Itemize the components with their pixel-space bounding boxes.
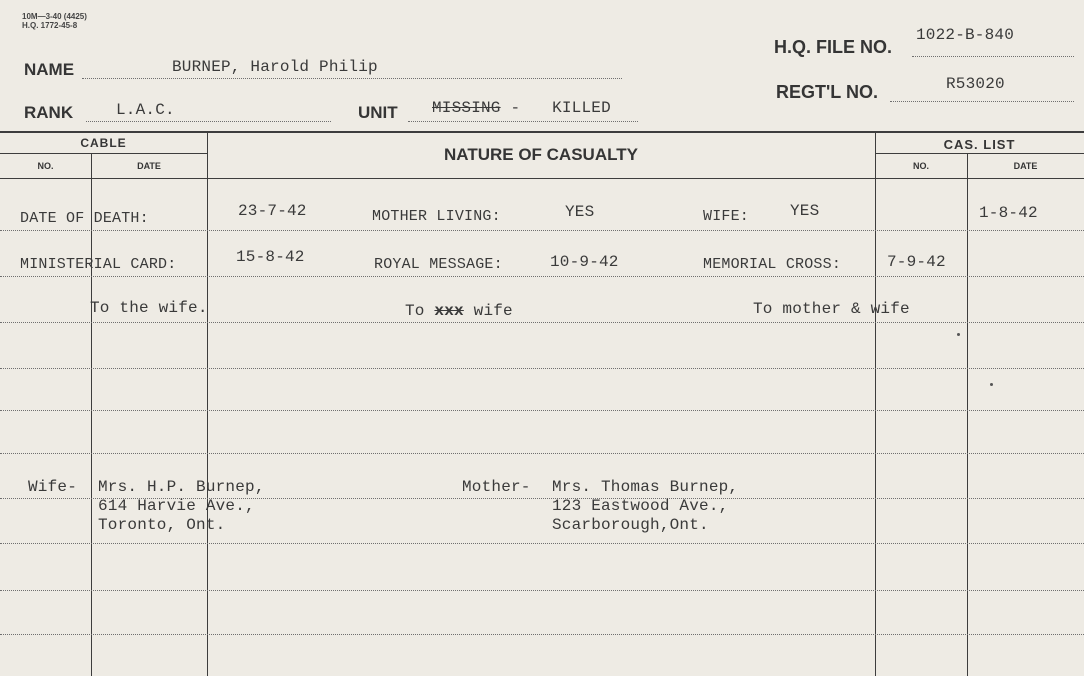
ministerial-card-value: 15-8-42 <box>236 248 305 266</box>
caslist-no-divider <box>967 153 968 676</box>
wife-address-line1: Mrs. H.P. Burnep, <box>98 478 265 496</box>
cable-header: CABLE <box>80 136 127 150</box>
rank-label: RANK <box>24 103 74 122</box>
unit-dotted-line <box>408 121 638 122</box>
mother-address-line3: Scarborough,Ont. <box>552 516 709 534</box>
row-line-4 <box>0 368 1084 369</box>
cas-no-header: NO. <box>912 161 929 171</box>
royal-message-label: ROYAL MESSAGE: <box>374 256 503 273</box>
wife-address <box>98 478 265 535</box>
cas-list-header: CAS. LIST <box>943 137 1016 152</box>
row-line-6 <box>0 453 1084 454</box>
caslist-left-divider <box>875 131 876 676</box>
regtl-dotted-line <box>890 101 1074 102</box>
mother-address-line1: Mrs. Thomas Burnep, <box>552 478 739 496</box>
ink-speck <box>957 333 960 336</box>
cas-list-date-value: 1-8-42 <box>979 204 1038 222</box>
unit-struck-text: MISSING <box>432 99 501 117</box>
cable-subheader-rule <box>0 153 207 154</box>
date-of-death-value: 23-7-42 <box>238 202 307 220</box>
cable-date-header: DATE <box>137 161 161 171</box>
row-line-1 <box>0 230 1084 231</box>
cas-date-header: DATE <box>1013 161 1038 171</box>
unit-label: UNIT <box>358 103 398 122</box>
royal-message-value: 10-9-42 <box>550 253 619 271</box>
royal-recipient <box>405 302 513 320</box>
table-top-rule <box>0 131 1084 133</box>
wife-address-label: Wife- <box>28 478 78 496</box>
row-line-2 <box>0 276 1084 277</box>
unit-value-group <box>432 99 611 117</box>
ministerial-recipient: To the wife. <box>90 299 208 317</box>
wife-value: YES <box>790 202 820 220</box>
date-of-death-label: DATE OF DEATH: <box>20 210 149 227</box>
header-bottom-rule <box>0 178 1084 179</box>
ink-speck <box>990 383 993 386</box>
wife-address-line2: 614 Harvie Ave., <box>98 497 255 515</box>
mother-living-value: YES <box>565 203 595 221</box>
mother-living-label: MOTHER LIVING: <box>372 208 501 225</box>
cable-right-divider <box>207 131 208 676</box>
name-label: NAME <box>24 60 75 79</box>
rank-value: L.A.C. <box>116 101 175 119</box>
memorial-recipient: To mother & wife <box>753 300 910 318</box>
row-line-8 <box>0 543 1084 544</box>
royal-recipient-prefix: To <box>405 302 425 320</box>
name-value: BURNEP, Harold Philip <box>172 58 378 76</box>
wife-label: WIFE: <box>703 208 750 225</box>
unit-dash: - <box>510 99 521 117</box>
regtl-label: REGT'L NO. <box>776 82 878 102</box>
royal-recipient-suffix: wife <box>473 302 513 320</box>
form-code-line1: 10M—3-40 (4425) <box>22 12 87 21</box>
cable-no-header: NO. <box>37 161 54 171</box>
regtl-value: R53020 <box>946 75 1005 93</box>
hq-file-value: 1022-B-840 <box>916 26 1015 44</box>
memorial-cross-label: MEMORIAL CROSS: <box>703 256 842 273</box>
row-line-3 <box>0 322 1084 323</box>
row-line-5 <box>0 410 1084 411</box>
hq-file-dotted-line <box>912 56 1074 57</box>
nature-of-casualty-header: NATURE OF CASUALTY <box>444 145 638 164</box>
rank-dotted-line <box>86 121 331 122</box>
caslist-subheader-rule <box>875 153 1084 154</box>
hq-file-label: H.Q. FILE NO. <box>774 37 893 57</box>
memorial-cross-value: 7-9-42 <box>887 253 946 271</box>
mother-address-label: Mother- <box>462 478 531 496</box>
wife-address-line3: Toronto, Ont. <box>98 516 226 534</box>
form-code <box>22 12 87 30</box>
royal-recipient-struck: xxx <box>434 302 464 320</box>
unit-value: KILLED <box>552 99 611 117</box>
form-code-line2: H.Q. 1772-45-8 <box>22 21 78 30</box>
row-line-10 <box>0 634 1084 635</box>
cable-no-divider <box>91 153 92 676</box>
ministerial-card-label: MINISTERIAL CARD: <box>20 256 177 273</box>
mother-address <box>552 478 738 535</box>
name-dotted-line <box>82 78 622 79</box>
mother-address-line2: 123 Eastwood Ave., <box>552 497 729 515</box>
row-line-9 <box>0 590 1084 591</box>
